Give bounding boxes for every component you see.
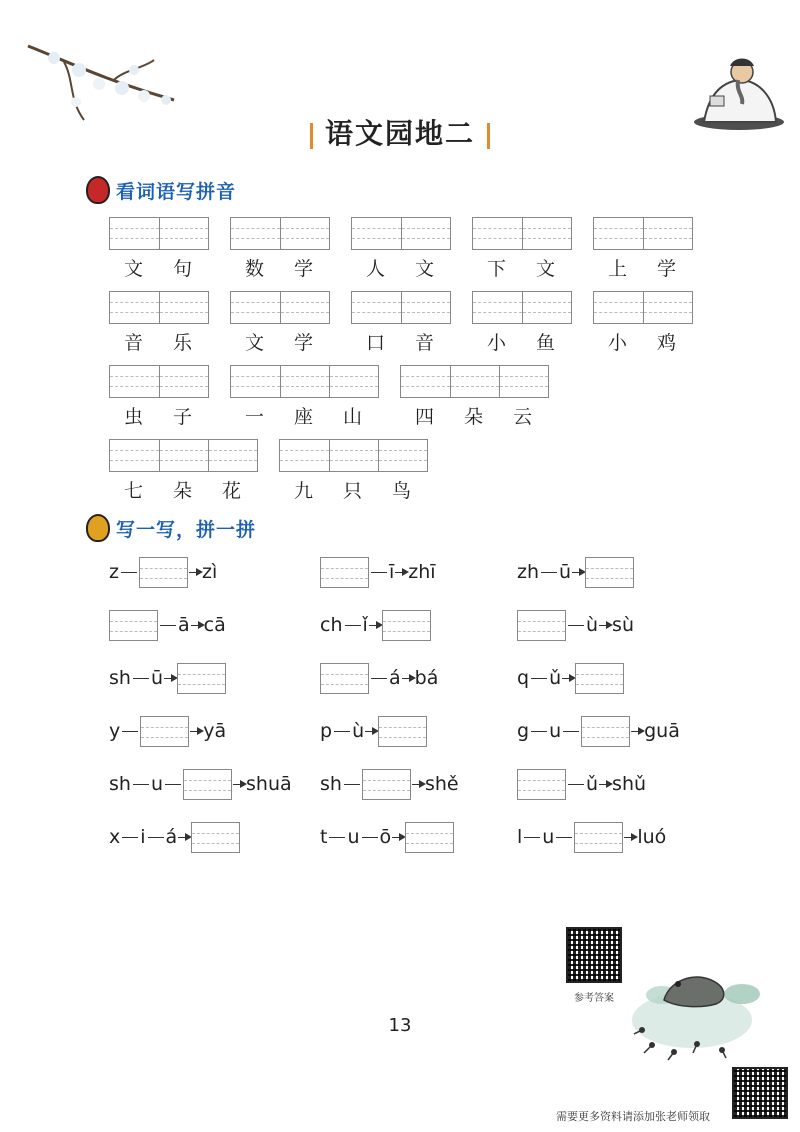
dash-line — [122, 837, 138, 838]
pinyin-text: ch — [320, 614, 343, 636]
spelling-exercise — [320, 557, 436, 588]
answer-box[interactable] — [585, 557, 634, 588]
answer-box[interactable] — [382, 610, 431, 641]
page-title-block — [0, 112, 800, 152]
spelling-exercise — [109, 557, 217, 588]
word-characters — [351, 254, 451, 281]
answer-box[interactable] — [191, 822, 240, 853]
word-characters — [230, 402, 379, 429]
pinyin-writing-grid[interactable] — [109, 439, 258, 472]
pinyin-text: u — [542, 826, 555, 848]
word-char: 子 — [172, 406, 192, 428]
dash-line — [563, 731, 579, 732]
word-item — [109, 291, 209, 355]
dash-line — [362, 837, 378, 838]
word-char: 学 — [293, 258, 313, 280]
word-char: 学 — [293, 332, 313, 354]
pinyin-text: z — [109, 561, 119, 583]
dash-line — [371, 572, 387, 573]
pinyin-writing-grid[interactable] — [230, 217, 330, 250]
spelling-exercise — [320, 822, 454, 853]
pinyin-writing-grid[interactable] — [230, 291, 330, 324]
pinyin-text: shě — [424, 773, 459, 795]
spelling-exercise — [320, 769, 459, 800]
arrow-right-icon — [164, 678, 176, 679]
dash-line — [334, 731, 350, 732]
answer-qr-code[interactable] — [566, 927, 622, 983]
pinyin-text: sh — [320, 773, 342, 795]
pinyin-writing-grid[interactable] — [472, 291, 572, 324]
pinyin-text: á — [165, 826, 178, 848]
pinyin-text: y — [109, 720, 121, 742]
word-char: 下 — [486, 258, 506, 280]
page-number: 13 — [388, 1015, 412, 1036]
word-item — [400, 365, 549, 429]
arrow-right-icon — [233, 784, 245, 785]
answer-box[interactable] — [109, 610, 158, 641]
word-item — [230, 217, 330, 281]
arrow-right-icon — [178, 837, 190, 838]
pinyin-text: ū — [559, 561, 572, 583]
pinyin-text: sh — [109, 773, 131, 795]
spelling-exercise — [517, 610, 634, 641]
word-char: 文 — [244, 332, 264, 354]
pinyin-writing-grid[interactable] — [109, 217, 209, 250]
word-characters — [472, 328, 572, 355]
pinyin-text: ǔ — [586, 773, 599, 795]
word-char: 文 — [414, 258, 434, 280]
word-char: 音 — [123, 332, 143, 354]
spelling-exercise — [109, 769, 292, 800]
word-char: 云 — [512, 406, 532, 428]
dash-line — [329, 837, 345, 838]
word-char: 学 — [656, 258, 676, 280]
word-item — [593, 291, 693, 355]
word-item — [279, 439, 428, 503]
spelling-exercise — [320, 716, 427, 747]
arrow-right-icon — [191, 625, 203, 626]
opera-mask-red-icon — [86, 176, 110, 204]
pinyin-text: zhī — [408, 561, 436, 583]
answer-box[interactable] — [378, 716, 427, 747]
frog-on-lotus-illustration — [622, 960, 772, 1065]
pinyin-text: guā — [644, 720, 680, 742]
word-item — [472, 291, 572, 355]
word-char: 七 — [123, 480, 143, 502]
answer-box[interactable] — [320, 557, 369, 588]
pinyin-text: l — [517, 826, 523, 848]
word-item — [109, 439, 258, 503]
word-characters — [472, 254, 572, 281]
dash-line — [556, 837, 572, 838]
arrow-right-icon — [189, 572, 201, 573]
answer-box[interactable] — [581, 716, 630, 747]
word-characters — [109, 402, 209, 429]
dash-line — [133, 784, 149, 785]
word-char: 鸟 — [391, 480, 411, 502]
pinyin-text: u — [150, 773, 163, 795]
dash-line — [541, 572, 557, 573]
spelling-exercise — [320, 663, 438, 694]
section1-header — [86, 176, 236, 204]
arrow-right-icon — [190, 731, 202, 732]
pinyin-writing-grid[interactable] — [109, 291, 209, 324]
word-char: 座 — [293, 406, 313, 428]
dash-line — [344, 784, 360, 785]
word-characters — [593, 254, 693, 281]
pinyin-text: u — [347, 826, 360, 848]
dash-line — [165, 784, 181, 785]
answer-box[interactable] — [177, 663, 226, 694]
word-char: 花 — [221, 480, 241, 502]
spelling-exercise — [517, 663, 624, 694]
word-characters — [230, 254, 330, 281]
pinyin-writing-grid[interactable] — [109, 365, 209, 398]
pinyin-text: sù — [612, 614, 634, 636]
pinyin-text: shǔ — [612, 773, 647, 795]
pinyin-text: á — [389, 667, 401, 689]
pinyin-writing-grid[interactable] — [351, 291, 451, 324]
pinyin-text: ū — [150, 667, 163, 689]
pinyin-text: zì — [201, 561, 218, 583]
pinyin-text: ù — [352, 720, 365, 742]
arrow-right-icon — [562, 678, 574, 679]
dash-line — [122, 731, 138, 732]
answer-box[interactable] — [574, 822, 623, 853]
pinyin-writing-grid[interactable] — [593, 291, 693, 324]
answer-box[interactable] — [183, 769, 232, 800]
pinyin-text: luó — [637, 826, 667, 848]
word-item — [109, 217, 209, 281]
pinyin-text: zh — [517, 561, 540, 583]
spelling-exercise — [109, 716, 226, 747]
pinyin-writing-grid[interactable] — [279, 439, 428, 472]
pinyin-text: yā — [203, 720, 227, 742]
answer-box[interactable] — [140, 716, 189, 747]
word-char: 鸡 — [656, 332, 676, 354]
dash-line — [524, 837, 540, 838]
page-title: 语文园地二 — [324, 117, 475, 150]
arrow-right-icon — [599, 625, 611, 626]
pinyin-text: sh — [109, 667, 131, 689]
arrow-right-icon — [392, 837, 404, 838]
word-char: 九 — [293, 480, 313, 502]
word-char: 乐 — [172, 332, 192, 354]
arrow-right-icon — [365, 731, 377, 732]
qr-caption: 参考答案 — [574, 993, 614, 1004]
arrow-right-icon — [624, 837, 636, 838]
word-item — [593, 217, 693, 281]
dash-line — [568, 784, 584, 785]
arrow-right-icon — [395, 572, 407, 573]
dash-line — [160, 625, 176, 626]
answer-box[interactable] — [320, 663, 369, 694]
dash-line — [345, 625, 361, 626]
pinyin-text: g — [517, 720, 530, 742]
answer-box[interactable] — [405, 822, 454, 853]
word-char: 四 — [414, 406, 434, 428]
answer-box[interactable] — [517, 610, 566, 641]
arrow-right-icon — [412, 784, 424, 785]
word-char: 虫 — [123, 406, 143, 428]
pinyin-text: ù — [586, 614, 599, 636]
word-characters — [230, 328, 330, 355]
dash-line — [121, 572, 137, 573]
word-item — [109, 365, 209, 429]
pinyin-text: ī — [389, 561, 395, 583]
word-char: 上 — [607, 258, 627, 280]
word-char: 文 — [535, 258, 555, 280]
word-characters — [593, 328, 693, 355]
pinyin-text: i — [140, 826, 146, 848]
word-item — [351, 291, 451, 355]
word-char: 朵 — [463, 406, 483, 428]
dash-line — [531, 678, 547, 679]
title-left-bar — [310, 123, 313, 149]
dash-line — [133, 678, 149, 679]
word-char: 文 — [123, 258, 143, 280]
pinyin-text: x — [109, 826, 121, 848]
spelling-exercise — [517, 769, 646, 800]
contact-qr-code[interactable] — [732, 1067, 788, 1119]
pinyin-text: p — [320, 720, 333, 742]
spelling-exercise — [320, 610, 431, 641]
dash-line — [568, 625, 584, 626]
word-characters — [400, 402, 549, 429]
word-char: 山 — [342, 406, 362, 428]
section2-heading: 写一写，拼一拼 — [116, 518, 257, 541]
pinyin-text: ǐ — [362, 614, 368, 636]
spelling-exercise — [109, 663, 226, 694]
pinyin-text: ā — [178, 614, 190, 636]
spelling-exercise — [109, 822, 240, 853]
pinyin-writing-grid[interactable] — [351, 217, 451, 250]
word-char: 音 — [414, 332, 434, 354]
pinyin-writing-grid[interactable] — [472, 217, 572, 250]
word-char: 只 — [342, 480, 362, 502]
spelling-exercise — [517, 557, 634, 588]
arrow-right-icon — [369, 625, 381, 626]
word-char: 小 — [607, 332, 627, 354]
title-right-bar — [487, 123, 490, 149]
word-characters — [109, 254, 209, 281]
pinyin-writing-grid[interactable] — [400, 365, 549, 398]
word-characters — [109, 328, 209, 355]
answer-box[interactable] — [517, 769, 566, 800]
dash-line — [531, 731, 547, 732]
arrow-right-icon — [599, 784, 611, 785]
word-item — [472, 217, 572, 281]
word-characters — [279, 476, 428, 503]
dash-line — [148, 837, 164, 838]
word-char: 一 — [244, 406, 264, 428]
pinyin-text: t — [320, 826, 328, 848]
word-char: 句 — [172, 258, 192, 280]
pinyin-writing-grid[interactable] — [593, 217, 693, 250]
arrow-right-icon — [572, 572, 584, 573]
answer-box[interactable] — [362, 769, 411, 800]
section1-heading: 看词语写拼音 — [116, 180, 237, 203]
spelling-exercise — [109, 610, 226, 641]
pinyin-text: ō — [379, 826, 392, 848]
answer-box[interactable] — [139, 557, 188, 588]
dash-line — [371, 678, 387, 679]
word-char: 口 — [365, 332, 385, 354]
word-char: 朵 — [172, 480, 192, 502]
pinyin-text: cā — [203, 614, 226, 636]
pinyin-text: q — [517, 667, 530, 689]
pinyin-text: u — [549, 720, 562, 742]
word-characters — [109, 476, 258, 503]
word-item — [351, 217, 451, 281]
section2-header — [86, 514, 256, 542]
pinyin-text: ǔ — [549, 667, 562, 689]
word-char: 人 — [365, 258, 385, 280]
word-char: 鱼 — [535, 332, 555, 354]
arrow-right-icon — [402, 678, 414, 679]
word-char: 数 — [244, 258, 264, 280]
word-char: 小 — [486, 332, 506, 354]
pinyin-text: shuā — [246, 773, 292, 795]
footer-note: 需要更多资料请添加张老师领取 — [556, 1110, 710, 1123]
spelling-exercise — [517, 716, 680, 747]
word-item — [230, 365, 379, 429]
pinyin-writing-grid[interactable] — [230, 365, 379, 398]
arrow-right-icon — [631, 731, 643, 732]
word-item — [230, 291, 330, 355]
spelling-exercise — [517, 822, 666, 853]
answer-box[interactable] — [575, 663, 624, 694]
opera-mask-yellow-icon — [86, 514, 110, 542]
word-characters — [351, 328, 451, 355]
pinyin-text: bá — [414, 667, 439, 689]
